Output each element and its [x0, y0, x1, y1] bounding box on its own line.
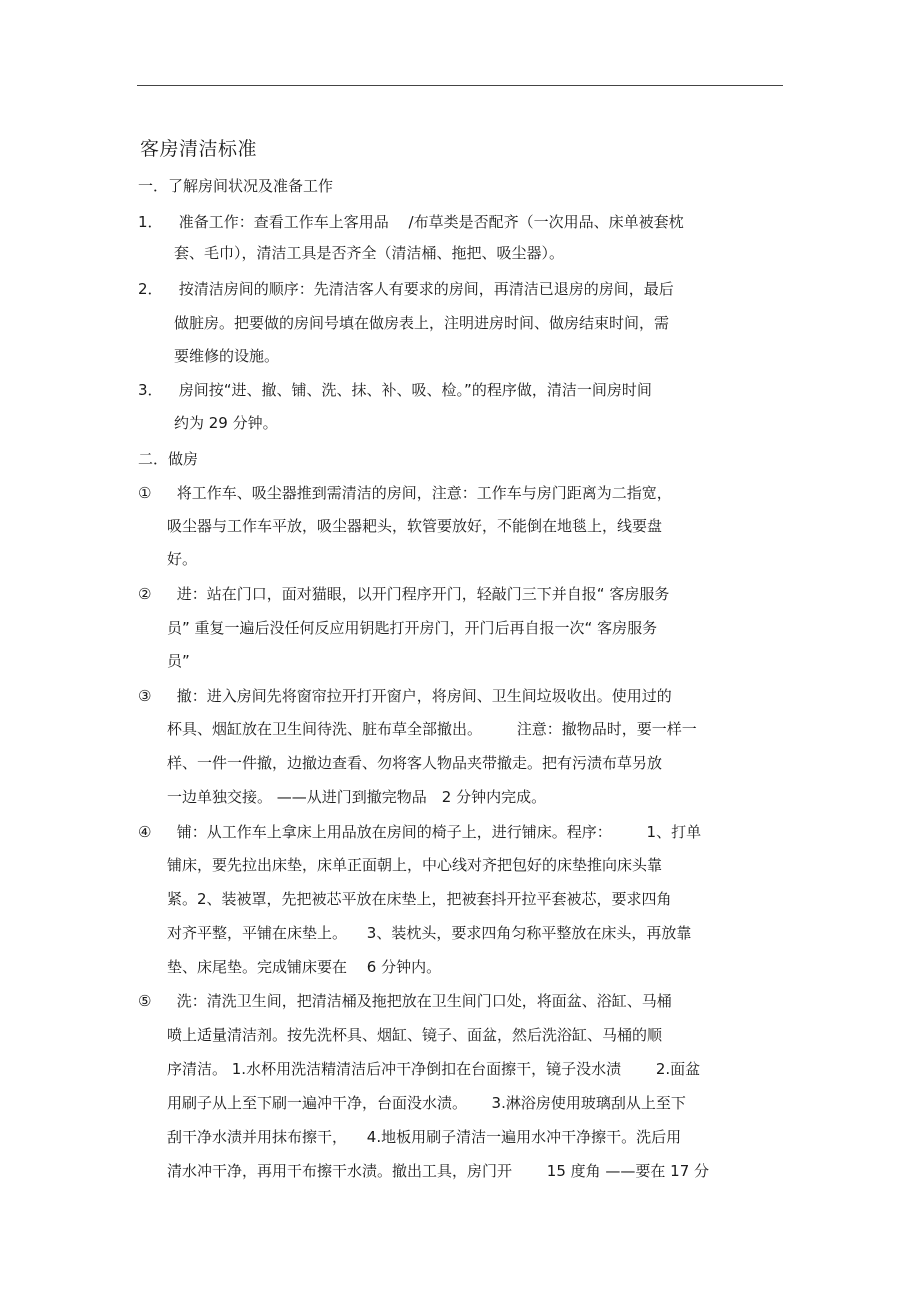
- item-text: 垫、床尾垫。完成铺床要在 6 分钟内。: [167, 958, 442, 976]
- item-marker: 1．: [138, 213, 163, 231]
- item-text: 样、一件一件撤，边撤边查看、勿将客人物品夹带撤走。把有污渍布草另放: [167, 754, 663, 772]
- item-text: 约为 29 分钟。: [174, 414, 278, 432]
- item-text: 铺：从工作车上拿床上用品放在房间的椅子上，进行铺床。程序： 1、打单: [176, 823, 702, 841]
- item-text: 准备工作：查看工作车上客用品 /布草类是否配齐（一次用品、床单被套枕: [178, 213, 684, 231]
- item-text: 紧。2、装被罩，先把被芯平放在床垫上，把被套抖开拉平套被芯，要求四角: [167, 890, 672, 908]
- section-heading: 一．了解房间状况及准备工作: [138, 177, 334, 195]
- item-text: 将工作车、吸尘器推到需清洁的房间，注意：工作车与房门距离为二指宽，: [176, 484, 672, 502]
- item-marker: ③: [138, 687, 152, 705]
- item-text: 洗：清洗卫生间，把清洁桶及拖把放在卫生间门口处，将面盆、浴缸、马桶: [176, 992, 672, 1010]
- list-item: [138, 822, 701, 842]
- item-text: 进：站在门口，面对猫眼，以开门程序开门，轻敲门三下并自报“ 客房服务: [176, 585, 670, 603]
- item-text: 撤：进入房间先将窗帘拉开打开窗户，将房间、卫生间垃圾收出。使用过的: [176, 687, 672, 705]
- item-text: 员” 重复一遍后没任何反应用钥匙打开房门，开门后再自报一次“ 客房服务: [167, 619, 658, 637]
- item-text: 员”: [167, 652, 190, 670]
- item-marker: ⑤: [138, 992, 152, 1010]
- item-marker: ①: [138, 484, 152, 502]
- item-text: 喷上适量清洁剂。按先洗杯具、烟缸、镜子、面盆，然后洗浴缸、马桶的顺: [167, 1026, 663, 1044]
- section-heading: 二．做房: [138, 450, 199, 468]
- list-item: [138, 212, 684, 232]
- item-text: 按清洁房间的顺序：先清洁客人有要求的房间，再清洁已退房的房间，最后: [178, 280, 674, 298]
- list-item: [138, 483, 672, 503]
- item-text: 做脏房。把要做的房间号填在做房表上，注明进房时间、做房结束时间，需: [174, 314, 670, 332]
- item-text: 刮干净水渍并用抹布擦干， 4.地板用刷子清洁一遍用水冲干净擦干。洗后用: [167, 1128, 682, 1146]
- item-marker: ②: [138, 585, 152, 603]
- top-rule: [137, 85, 783, 86]
- item-text: 用刷子从上至下刷一遍冲干净，台面没水渍。 3.淋浴房使用玻璃刮从上至下: [167, 1094, 686, 1112]
- item-text: 铺床，要先拉出床垫，床单正面朝上，中心线对齐把包好的床垫推向床头靠: [167, 856, 663, 874]
- item-text: 要维修的设施。: [174, 347, 280, 365]
- item-text: 对齐平整，平铺在床垫上。 3、装枕头，要求四角匀称平整放在床头，再放靠: [167, 924, 692, 942]
- list-item: [138, 991, 672, 1011]
- list-item: [138, 686, 672, 706]
- list-item: [138, 279, 674, 299]
- item-marker: 2．: [138, 280, 163, 298]
- item-text: 序清洁。 1.水杯用洗洁精清洁后冲干净倒扣在台面擦干，镜子没水渍 2.面盆: [167, 1060, 701, 1078]
- item-text: 好。: [167, 550, 198, 568]
- document-title: 客房清洁标准: [140, 138, 258, 160]
- item-text: 房间按“进、撤、铺、洗、抹、补、吸、检。”的程序做，清洁一间房时间: [178, 381, 652, 399]
- item-text: 清水冲干净，再用干布擦干水渍。撤出工具，房门开 15 度角 ——要在 17 分: [167, 1162, 710, 1180]
- item-marker: ④: [138, 823, 152, 841]
- item-text: 杯具、烟缸放在卫生间待洗、脏布草全部撤出。 注意：撤物品时，要一样一: [167, 720, 697, 738]
- item-text: 一边单独交接。 ——从进门到撤完物品 2 分钟内完成。: [167, 788, 547, 806]
- item-text: 套、毛巾），清洁工具是否齐全（清洁桶、拖把、吸尘器）。: [174, 244, 565, 262]
- list-item: [138, 380, 652, 400]
- item-text: 吸尘器与工作车平放，吸尘器耙头，软管要放好，不能倒在地毯上，线要盘: [167, 517, 663, 535]
- item-marker: 3．: [138, 381, 163, 399]
- list-item: [138, 584, 669, 604]
